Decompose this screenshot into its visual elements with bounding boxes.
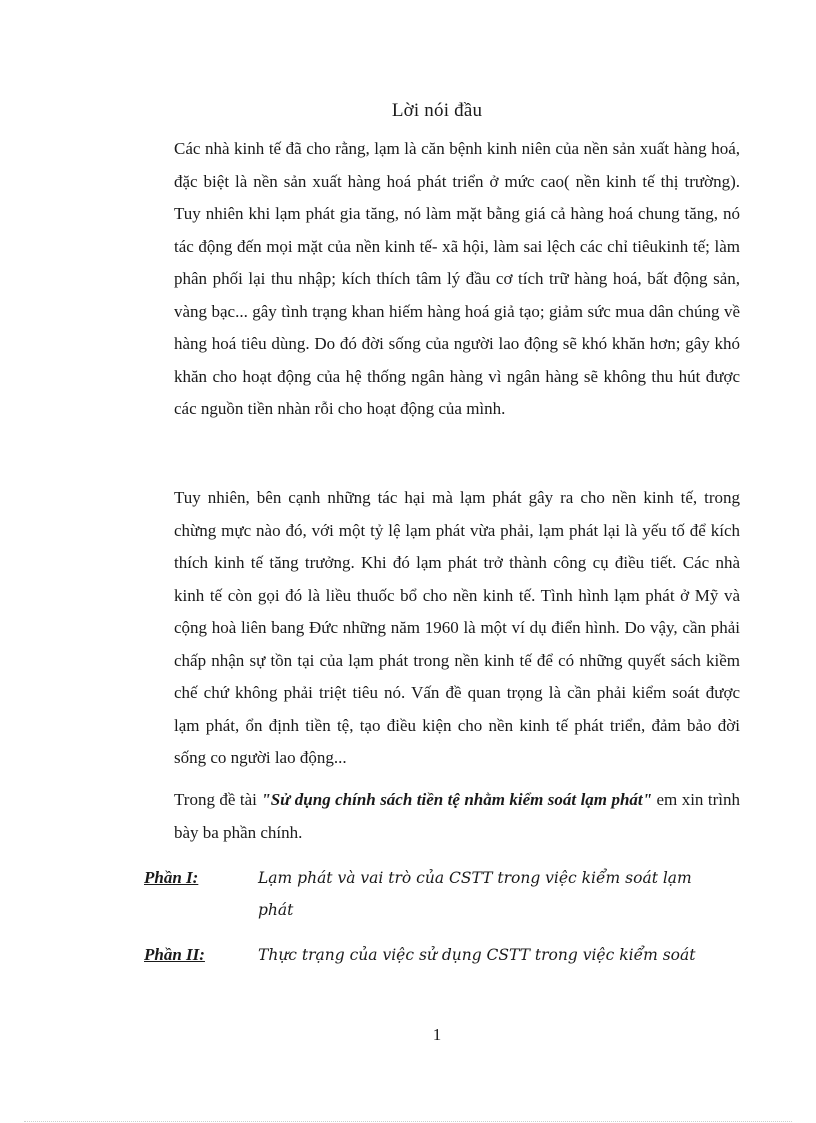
part-description: Thực trạng của việc sử dụng CSTT trong việc kiểm soát: [258, 946, 696, 964]
part-description: Lạm phát và vai trò của CSTT trong việc kiểm soát lạm phát: [258, 869, 692, 919]
paragraph-text-lead: Trong đề tài: [174, 790, 262, 809]
page-title: Lời nói đầu: [391, 100, 483, 121]
paragraph-text: Các nhà kinh tế đã cho rằng, lạm là căn bệnh kinh niên của nền sản xuất hàng hoá, đặc biệt là nền sản xuất hàng hoá phát triển ở mức cao( nền kinh tế thị trường). Tuy nhiên khi lạm phát gia tăng, nó làm mặt bằng giá cả hàng hoá chung tăng, nó tác động đến mọi mặt của nền kinh tế- xã hội, làm sai lệch các chỉ tiêukinh tế; làm phân phối lại thu nhập; kích thích tâm lý đầu cơ tích trữ hàng hoá, bất động sản, vàng bạc... gây tình trạng khan hiếm hàng hoá giả tạo; giảm sức mua dân chúng về hàng hoá tiêu dùng. Do đó đời sống của người lao động sẽ khó khăn hơn; gây khó khăn cho hoạt động của hệ thống ngân hàng vì ngân hàng sẽ không thu hút được các nguồn tiền nhàn rỗi cho hoạt động của mình.: [174, 139, 740, 418]
paragraph-text-tail: em xin trình bày ba phần chính.: [174, 790, 740, 842]
intro-paragraph-1: [136, 133, 740, 426]
paragraph-text: [136, 784, 740, 849]
intro-paragraph-2: [136, 482, 740, 775]
topic-title: "Sử dụng chính sách tiền tệ nhằm kiểm soát lạm phát": [261, 790, 653, 809]
part-label: Phần I:: [144, 868, 199, 887]
page-number: 1: [432, 1025, 442, 1044]
part-label: Phần II:: [144, 945, 205, 964]
intro-paragraph-3: [136, 784, 740, 849]
paragraph-text: Tuy nhiên, bên cạnh những tác hại mà lạm phát gây ra cho nền kinh tế, trong chừng mực nào đó, với một tỷ lệ lạm phát vừa phải, lạm phát lại là yếu tố để kích thích kinh tế tăng trưởng. Khi đó lạm phát trở thành công cụ điều tiết. Các nhà kinh tế còn gọi đó là liều thuốc bổ cho nền kinh tế. Tình hình lạm phát ở Mỹ và cộng hoà liên bang Đức những năm 1960 là một ví dụ điển hình. Do vậy, cần phải chấp nhận sự tồn tại của lạm phát trong nền kinh tế để có những quyết sách kiềm chế chứ không phải triệt tiêu nó. Vấn đề quan trọng là cần phải kiểm soát được lạm phát, ổn định tiền tệ, tạo điều kiện cho nền kinh tế phát triển, đảm bảo đời sống co người lao động...: [174, 488, 740, 767]
page-break-divider: [24, 1121, 792, 1122]
